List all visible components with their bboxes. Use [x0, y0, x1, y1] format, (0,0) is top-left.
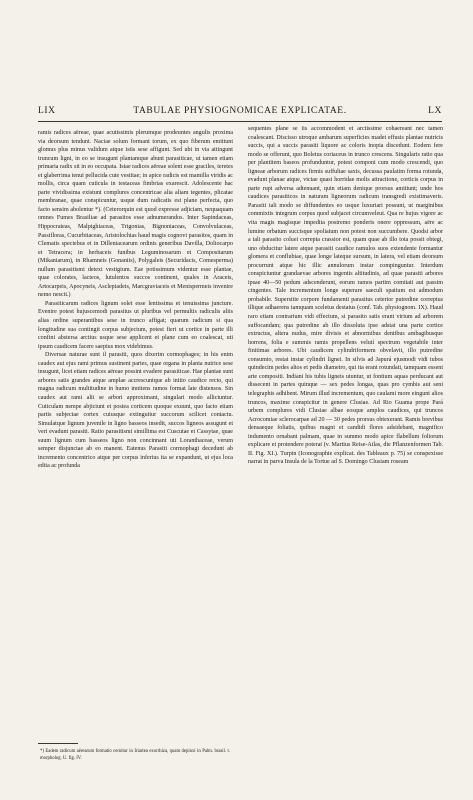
running-title: TABULAE PHYSIOGNOMICAE EXPLICATAE. — [133, 106, 347, 116]
page-number-left: LIX — [38, 106, 56, 116]
header-rule — [38, 121, 442, 122]
page-header — [38, 106, 442, 120]
left-text-column — [38, 129, 233, 739]
footnote: *) Eadem radicum aërearum formatio cernitur in Iriartea exorrhiza, quam depinxi in Palm. brasil. t. morpholog. U. fig. IV. — [40, 749, 230, 761]
paragraph: Parasiticarum radices lignum solet esse lentissima et tenuissima juncture. Evenire potest hujuscemodi parasitus ut pluribus vel permultis radiculis aliis alias ordine superantibus sese in trunco affigat; quarum radicum si qua longitudine sua contingit corpus subjectum, potest fieri ut cortice in parte illi confini abstersa arctius usque sese applicent et plane cum eo coalescat, uti ipsum caudicem facere saepius mox videbimus. — [38, 300, 233, 350]
right-text-column — [248, 125, 443, 735]
footnote-rule — [38, 743, 78, 744]
paragraph: sequentes plane se iis accommodent et arctissime cohaereant nec tamen coalescant. Discisso utroque ambarum superficies madet effusis plantae nutricis succis, qui a succis parasiti liquore ac coloris inopia discedunt. Eodem fere modo se offerunt, quo Boletus coriaceus in trunco crescens. Singularis ratio qua per plantitem baseos profunduntur, potest componi cum modo crescendi, quo ligneae arborum radices firmis suffultae saxis, decussa paulatim forma rotunda, evadunt planae atque, victae quasi horridae molis attractione, corticis corpus in parte rupi adversa adtenuant, quin etiam denique prorsus amittunt; unde hos caudices parasiticos in naturam ligneorum radicum transgredi existimaveris. Parasiti tali modo se diffundentes eo usque luxuriari possunt, ut marginibus commixtis integrum corpus quod subjacet circumveleut. Qua re hujus vigore ac vita magis magisque impedita postremo ponderis onere oppressum, aëre ac lumine orbatum succisque spoliatum non potest non succumbere. Quodsi arbor a tali parasito coluei correpta crassior est, quam quae ab illo tota possit obtegi, uno obducitur latere atque parasiti caudice ramulos suos extendente formantur glomera et conflubiae, quae longe lateque sursum, in latera, vel etiam deorsum procurrunt atque hic illic annulorum instar compinguntur. Interdum conspiciuntur grandaevae arbores ingentis altitudinis, ad quae parasiti arbores ipsae 40—50 pedum adscenderunt, eorum ramos partim comitati aut passim cingentes. Tale incrementum longe superare saeculi spatium est admodum probabile. Superstite corpore fundamenti parasitus ceterior putredine correptus illique adhaerens tamquam sceletus destatus (conf. Tab. physiognom. IX). Haud raro etiam contrarium vidi effectum, si parasito satis erant virium ad arborem suffocandam; qua putredine ab illo dissoluta ipse adstat una parte cortice extructus, altera nudus, mire divisis et abnormibus dentibus ambagibusque horrens, folia e summis ramis propellens velutí spectrum vegetabile inter finitimas arbores. Ubi caudicem cylindriformem obvelavit, illo putredine consumto, restat instar cylindri lignei. In silvis ad Japurá ejusmodi vidi tubos quindecim pedes altos et pedis diametro, qui ita erant rotundati, tamquam essent arte compositi. Indiani his tubis ligneis utuntur, ut fontium aquas perducant aut dissecent in partes quinque — sex pedes longas, quas pro cymbis aut seni telegraphis adhibent. Mirum illud incrementum, quo caulami more eingunt alios truncos, maxime conspicitur in genere Clusiae. Ad Rio Guama prope Pará urbem complures vidi Clusiae albae eosque amplos caudices, qui truncos Acrocomiae sclerocarpae ad 20 — 30 pedes prorsus obtexerant. Ramis brevibus densaeque foliatis, quibus magni et candidi flores adsidebant, magnifico indumento ornabant palmam, quae in summo modo apice flabellum foliorum explicare et protendere poterat (v. Martius Reise-Atlas, die Pflanzenformen Tab. II. Fig. XI.). Turpin (Iconographie explicat. des Tableaux p. 75) se conspexisse narrat in parva Insula de la Tortue ad S. Domingo Clusiam roseam — [248, 126, 443, 466]
paragraph: ramis radices aëreae, quae acutissimis plerumque prodeuntes angulis proxima via deorsum tendunt. Naciae solum formant torum, ex quo fiberum emittunt glomus plus minus validum atque istis sese affigunt. Sed ubi in via attingunt truncum ligni, in eo se insugunt plantamque abunt parasiticae, ut tamen etiam primaria radix sit in eo occupata. Istae radices aëreae solent esse graciles, teretes et glaberrima tenui pellucida cute vestitae; in apice radicis est mamilla viridis ac mollis, circa quam cuticula in testaceas fimbrias exarescit. Adolescente hac parte vividissima existunt complures concentricae alia aliam tegentes, plicatae membranae, quae conspicuntur, usque dum radicatis est plane perfecta, quo facto sensim abolentur *). (Ceterorquin est quod expresse adjiciam, nequaquam omnes Fumes Brasiliae ad parasitos esse adnumerandos. Inter Sapindaceas, Hippocrateas, Malpighiaceas, Trigonias, Bignoniaceas, Convolvulaceas, Passifloras, Cucurbitaceas, Aristolochias haud magis cognovi parasitos, quam in Clematis speciebus et in Dilleniacearum ordinis generibus Davilla, Doliocarpo et Tetracera; in herbaceis funibus Leguminosarum et Compositarum (Mikaniarum), in Rhamneis (Gonaniis), Polygaleis (Securidacis, Comesperma) nullum parasitismi detexi vestigium. Eae potissimum videntur esse plantae, quae colorates, lacteos, lutulentos succos continent, quales in Araceis, Artocarpeis, Apocyneis, Asclepiadeis, Marcgraviaceis et Menispermeis invenire nemo nescit.) — [38, 130, 233, 299]
paragraph: Diversae naturae sunt il parasiti, quos dixerim cormophages; in his enim caudex aut ejus rami primus sustinent partes, quae organa in planta nutrice sese insugunt, licet etiam radices aëreae possint evadere parasiticae. Hae plantae sunt arbores satis grandes atque amplae accrescuntque ab initio caudice recto, qui magna radicum multitudine in humo innitens ramos format late distensos. Sin caudex aut rami alii se arbori approximant, singulari modo alliciuntur. Cuticulam nempe abjiciunt et postea corticem quoque exuunt, quo facto etiam partis subjectae cortex cuiusque extinguitur succorum scilicet contactu. Simulatque lignum juvenile in ligno basseos insedit, succos ligneos assugunt et veri evadunt parasiti. Ratio parasitismi simillima est Cuscutae et Cassytae, quae suum lignum cum basseos ligno non concinnant uti Loranthaceae, verum semper disjunctae ab eo manent. Eatenus Parasiti cormophagi decedunt ab incremento concentrico atque per corpus inferius ita se expandunt, ut ejus loca edita ac profunda — [38, 352, 233, 470]
page-number-right: LX — [428, 106, 442, 116]
